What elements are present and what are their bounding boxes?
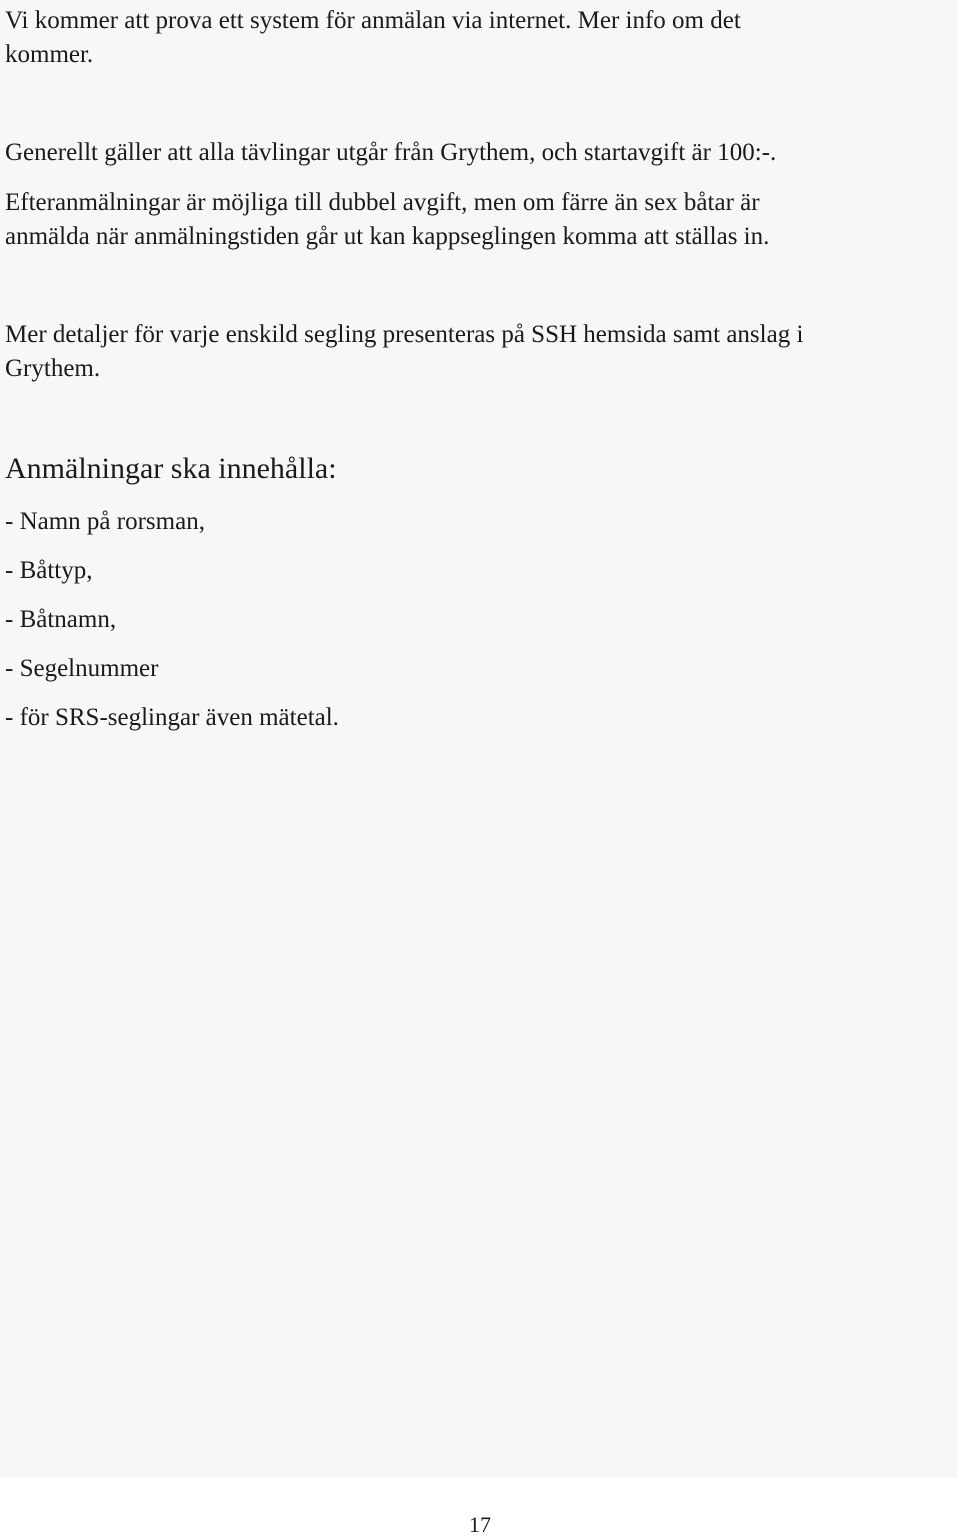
list-item: - Segelnummer bbox=[5, 655, 159, 682]
list-item: - Namn på rorsman, bbox=[5, 508, 205, 535]
list-item: - Båttyp, bbox=[5, 557, 93, 584]
paragraph-online-registration-line-2: kommer. bbox=[5, 41, 94, 68]
paragraph-more-details-line-1: Mer detaljer för varje enskild segling presenteras på SSH hemsida samt anslag i bbox=[5, 321, 804, 348]
paragraph-late-registration-line-2: anmälda när anmälningstiden går ut kan kappseglingen komma att ställas in. bbox=[5, 223, 770, 250]
list-item: - för SRS-seglingar även mätetal. bbox=[5, 704, 339, 731]
page-number: 17 bbox=[469, 1512, 491, 1537]
paragraph-late-registration-line-1: Efteranmälningar är möjliga till dubbel avgift, men om färre än sex båtar är bbox=[5, 189, 760, 216]
paragraph-more-details-line-2: Grythem. bbox=[5, 355, 101, 382]
list-item: - Båtnamn, bbox=[5, 606, 117, 633]
paragraph-general-fee: Generellt gäller att alla tävlingar utgår från Grythem, och startavgift är 100:-. bbox=[5, 139, 777, 166]
paragraph-online-registration-line-1: Vi kommer att prova ett system för anmälan via internet. Mer info om det bbox=[5, 7, 741, 34]
registration-heading: Anmälningar ska innehålla: bbox=[5, 452, 337, 485]
